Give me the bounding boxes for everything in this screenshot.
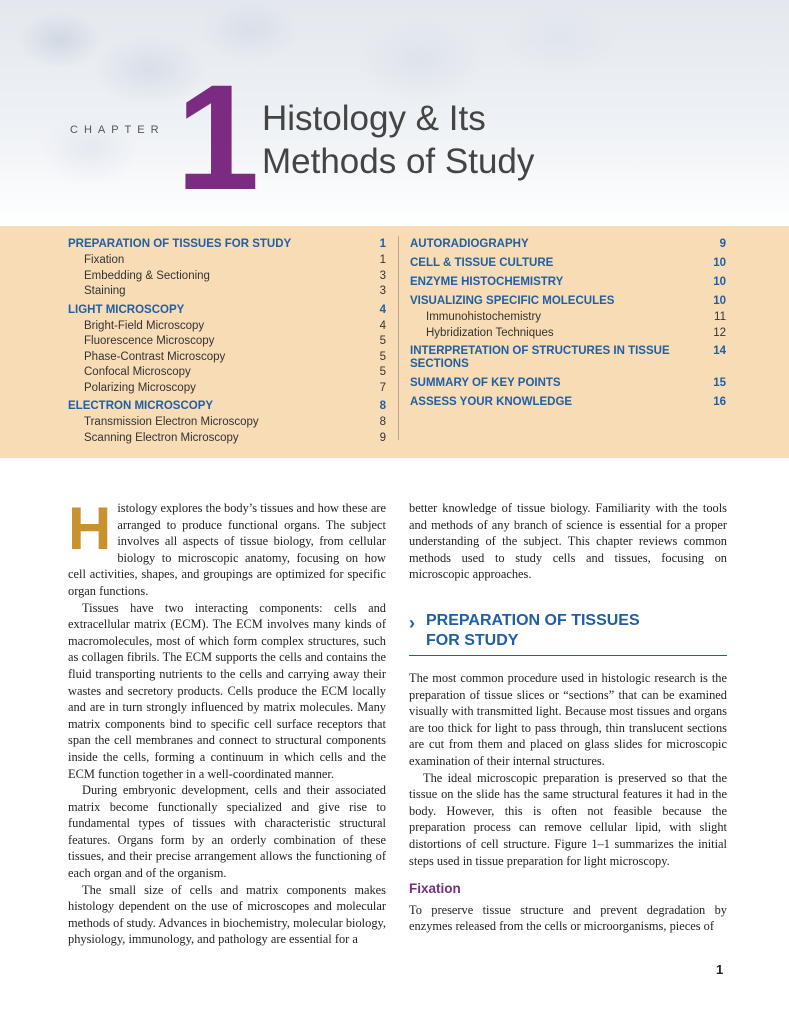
toc-subsection-entry[interactable]: [68, 381, 386, 397]
toc-section-entry[interactable]: [410, 394, 726, 411]
toc-section-entry[interactable]: [410, 236, 726, 253]
toc-entry-label: LIGHT MICROSCOPY: [68, 303, 185, 316]
toc-section-entry[interactable]: [410, 375, 726, 392]
toc-entry-label: Bright-Field Microscopy: [84, 319, 205, 332]
toc-entry-page: 8: [379, 416, 386, 428]
toc-entry-label: ELECTRON MICROSCOPY: [68, 400, 214, 412]
toc-entry-page: 7: [379, 381, 386, 394]
subsection-heading: Fixation: [409, 881, 461, 897]
toc-entry-label: INTERPRETATION OF STRUCTURES IN TISSUE SECTIONS: [410, 345, 670, 370]
body-column-right: [409, 500, 727, 935]
toc-entry-page: 11: [714, 311, 726, 323]
toc-entry-label: AUTORADIOGRAPHY: [410, 238, 529, 250]
chapter-number: 1: [176, 53, 260, 221]
toc-subsection-entry[interactable]: [68, 415, 386, 431]
toc-subsection-entry[interactable]: [68, 319, 386, 335]
drop-cap: H: [68, 495, 112, 562]
toc-entry-page: 9: [379, 431, 386, 444]
toc-entry-page: 14: [713, 345, 726, 357]
toc-entry-page: 5: [379, 335, 386, 347]
toc-left-column: [68, 234, 386, 446]
toc-subsection-entry[interactable]: [68, 431, 386, 447]
toc-right-column: [410, 234, 726, 411]
toc-entry-label: Staining: [84, 285, 126, 297]
toc-section-entry[interactable]: [68, 398, 386, 415]
toc-subsection-entry[interactable]: [68, 284, 386, 300]
toc-section-entry[interactable]: [410, 274, 726, 291]
toc-entry-page: 1: [379, 238, 386, 250]
toc-subsection-entry[interactable]: [410, 310, 726, 326]
toc-section-entry[interactable]: [410, 255, 726, 272]
toc-entry-page: 1: [379, 254, 386, 266]
toc-entry-label: Polarizing Microscopy: [84, 381, 196, 394]
toc-entry-label: Fluorescence Microscopy: [84, 335, 215, 347]
chevron-right-icon: ›: [409, 612, 415, 633]
toc-entry-page: 4: [379, 303, 386, 316]
toc-entry-label: Immunohistochemistry: [426, 311, 542, 323]
toc-entry-label: Embedding & Sectioning: [84, 269, 210, 282]
toc-entry-page: 10: [713, 276, 726, 288]
toc-entry-page: 8: [379, 400, 386, 412]
toc-entry-page: 3: [379, 285, 386, 297]
paragraph: The ideal microscopic preparation is preserved so that the tissue on the slide has the same structural features it had in the body. However, this is often not feasible because the preparation process can remove cellular lipid, with slight distortions of cell structure. Figure 1–1 summarizes the initial steps used in tissue preparation for light microscopy.: [409, 770, 727, 868]
toc-entry-label: Phase-Contrast Microscopy: [84, 350, 226, 363]
section-title-line1: PREPARATION OF TISSUES: [426, 611, 640, 629]
paragraph-text: istology explores the body’s tissues and how these are arranged to produce functional organs. The subject involves all aspects of tissue biology, from cellular biology to microscopic anatomy, focusing on how cell activities, shapes, and groupings are optimized for specific organ functions.: [68, 501, 386, 598]
toc-entry-page: 12: [713, 326, 726, 339]
toc-divider: [398, 236, 399, 440]
toc-entry-page: 10: [713, 257, 726, 269]
toc-section-entry[interactable]: [410, 343, 726, 373]
body-column-left: [68, 495, 386, 948]
chapter-header-banner: [0, 0, 789, 226]
paragraph: better knowledge of tissue biology. Familiarity with the tools and methods of any branch of science is essential for a proper understanding of the subject. This chapter reviews common methods used to study cells and tissues, focusing on microscopic approaches.: [409, 501, 727, 582]
toc-subsection-entry[interactable]: [68, 350, 386, 366]
toc-entry-page: 15: [713, 377, 726, 389]
toc-entry-label: Confocal Microscopy: [84, 366, 191, 378]
section-title-line2: FOR STUDY: [426, 631, 519, 649]
toc-entry-page: 10: [713, 295, 726, 307]
toc-entry-page: 3: [379, 269, 386, 282]
intro-paragraph: [68, 495, 386, 600]
toc-subsection-entry[interactable]: [68, 334, 386, 350]
page-number: 1: [716, 962, 724, 977]
toc-entry-page: 4: [379, 319, 386, 332]
paragraph: The most common procedure used in histologic research is the preparation of tissue slices or “sections” that can be examined visually with transmitted light. Because most tissues and organs are too thick for light to pass through, thin translucent sections are cut from them and placed on glass slides for microscopic examination of their internal structures.: [409, 670, 727, 768]
section-heading: [409, 611, 727, 656]
toc-entry-label: CELL & TISSUE CULTURE: [410, 257, 554, 269]
toc-section-entry[interactable]: [68, 236, 386, 253]
toc-entry-label: Scanning Electron Microscopy: [84, 431, 239, 444]
toc-entry-label: VISUALIZING SPECIFIC MOLECULES: [410, 295, 615, 307]
toc-entry-label: PREPARATION OF TISSUES FOR STUDY: [68, 238, 292, 250]
chapter-title-line2: Methods of Study: [262, 142, 535, 181]
toc-subsection-entry[interactable]: [68, 269, 386, 285]
paragraph: To preserve tissue structure and prevent degradation by enzymes released from the cells or microorganisms, pieces of: [409, 902, 727, 934]
paragraph: Tissues have two interacting components: cells and extracellular matrix (ECM). The ECM involves many kinds of macromolecules, most of which form complex structures, such as collagen fibrils. The ECM supports the cells and contains the fluid transporting nutrients to the cells and carrying away their wastes and secretory products. Cells produce the ECM locally and are in turn strongly influenced by matrix molecules. Many matrix components bind to specific cell surface receptors that span the cell membranes and connect to structural components inside the cells, forming a continuum in which cells and the ECM function together in a well-coordinated manner.: [68, 600, 386, 781]
toc-entry-label: ENZYME HISTOCHEMISTRY: [410, 276, 564, 288]
chapter-label: CHAPTER: [70, 124, 165, 136]
toc-entry-label: Fixation: [84, 254, 125, 266]
toc-entry-page: 16: [713, 396, 726, 408]
table-of-contents: [0, 226, 789, 458]
toc-subsection-entry[interactable]: [68, 253, 386, 269]
toc-entry-label: Transmission Electron Microscopy: [84, 416, 259, 428]
toc-subsection-entry[interactable]: [68, 365, 386, 381]
toc-entry-label: Hybridization Techniques: [426, 326, 554, 339]
toc-entry-page: 9: [719, 238, 726, 250]
paragraph: The small size of cells and matrix components makes histology dependent on the use of microscopes and molecular methods of study. Advances in biochemistry, molecular biology, physiology, immunology, and pathology are essential for a: [68, 882, 386, 947]
toc-entry-label: ASSESS YOUR KNOWLEDGE: [410, 396, 573, 408]
toc-entry-page: 5: [379, 366, 386, 378]
toc-subsection-entry[interactable]: [410, 326, 726, 342]
paragraph: During embryonic development, cells and their associated matrix become functionally specialized and give rise to fundamental types of tissues with characteristic structural features. Organs form by an orderly combination of these tissues, and their precise arrangement allows the functioning of each organ and of the organism.: [68, 783, 386, 881]
toc-section-entry[interactable]: [410, 293, 726, 310]
toc-entry-label: SUMMARY OF KEY POINTS: [410, 377, 561, 389]
toc-entry-page: 5: [379, 350, 386, 363]
chapter-title: [262, 97, 534, 183]
chapter-title-line1: Histology & Its: [262, 99, 486, 138]
toc-section-entry[interactable]: [68, 302, 386, 319]
